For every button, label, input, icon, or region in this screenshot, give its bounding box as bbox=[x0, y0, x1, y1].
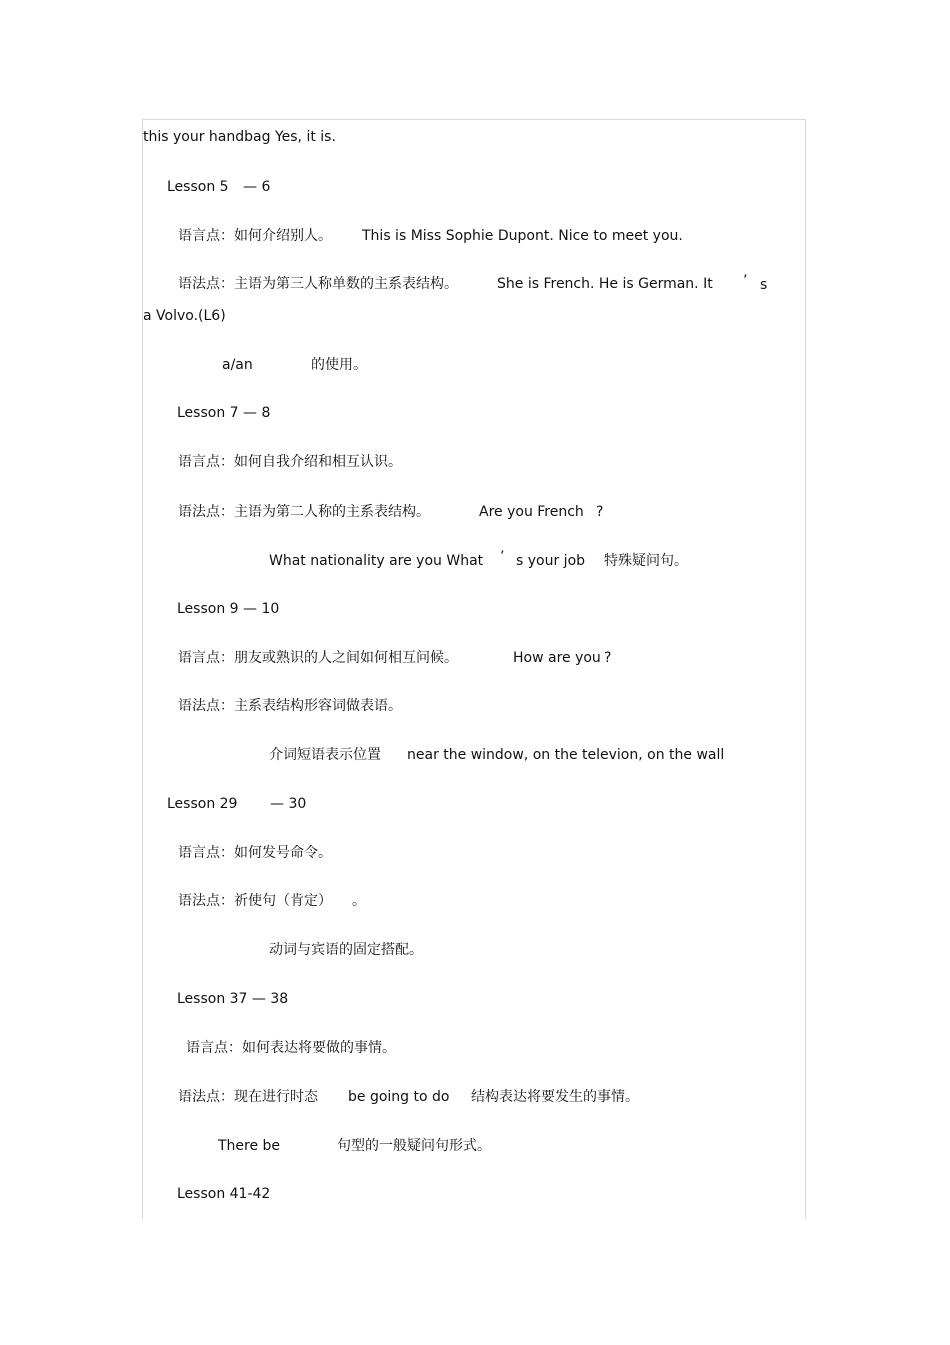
grammar-note: 结构表达将要发生的事情。 bbox=[471, 1089, 639, 1105]
lesson-heading: Lesson 37 — 38 bbox=[177, 991, 289, 1007]
grammar-note: 句型的一般疑问句形式。 bbox=[337, 1138, 491, 1154]
grammar-term: be going to do bbox=[348, 1089, 450, 1105]
lesson-range: — 30 bbox=[270, 796, 307, 812]
grammar-point-label: 语法点：主系表结构形容词做表语。 bbox=[178, 698, 402, 714]
example-sentence: Are you French bbox=[479, 504, 584, 520]
language-point-label: 语言点：如何介绍别人。 bbox=[178, 228, 332, 244]
language-point-label: 语言点：如何自我介绍和相互认识。 bbox=[178, 454, 402, 470]
question-mark: ? bbox=[604, 650, 612, 666]
lesson-heading: Lesson 5 bbox=[167, 179, 229, 195]
punctuation: 。 bbox=[352, 893, 366, 909]
lesson-range: — 6 bbox=[243, 179, 271, 195]
language-point-label: 语言点：朋友或熟识的人之间如何相互问候。 bbox=[178, 650, 458, 666]
example-fragment: s your job bbox=[516, 553, 586, 569]
example-fragment: s bbox=[760, 277, 768, 293]
example-sentence: a Volvo.(L6) bbox=[143, 308, 226, 324]
question-mark: ? bbox=[596, 504, 604, 520]
language-point-label: 语言点：如何表达将要做的事情。 bbox=[186, 1040, 396, 1056]
apostrophe: ’ bbox=[500, 549, 505, 565]
lesson-heading: Lesson 9 — 10 bbox=[177, 601, 280, 617]
grammar-point-label: 语法点：现在进行时态 bbox=[178, 1089, 318, 1105]
example-sentence: This is Miss Sophie Dupont. Nice to meet you. bbox=[362, 228, 683, 244]
grammar-point-label: 语法点：主语为第三人称单数的主系表结构。 bbox=[178, 276, 458, 292]
grammar-note: 介词短语表示位置 bbox=[269, 747, 381, 763]
example-sentence: What nationality are you What bbox=[269, 553, 484, 569]
example-sentence: near the window, on the televion, on the wall bbox=[407, 747, 725, 763]
grammar-point-label: 语法点：祈使句（肯定） bbox=[178, 893, 332, 909]
grammar-point-label: 语法点：主语为第二人称的主系表结构。 bbox=[178, 504, 430, 520]
example-sentence: She is French. He is German. It bbox=[497, 276, 713, 292]
language-point-label: 语言点：如何发号命令。 bbox=[178, 845, 332, 861]
grammar-term: There be bbox=[218, 1138, 281, 1154]
example-sentence: How are you bbox=[513, 650, 601, 666]
apostrophe: ’ bbox=[743, 273, 748, 289]
lesson-heading: Lesson 7 — 8 bbox=[177, 405, 271, 421]
grammar-note: 特殊疑问句。 bbox=[604, 553, 688, 569]
grammar-term: a/an bbox=[222, 357, 253, 373]
lesson-heading: Lesson 29 bbox=[167, 796, 238, 812]
lesson-heading: Lesson 41-42 bbox=[177, 1186, 271, 1202]
grammar-note: 的使用。 bbox=[311, 357, 367, 373]
text-line: this your handbag Yes, it is. bbox=[143, 129, 336, 145]
grammar-note: 动词与宾语的固定搭配。 bbox=[269, 942, 423, 958]
